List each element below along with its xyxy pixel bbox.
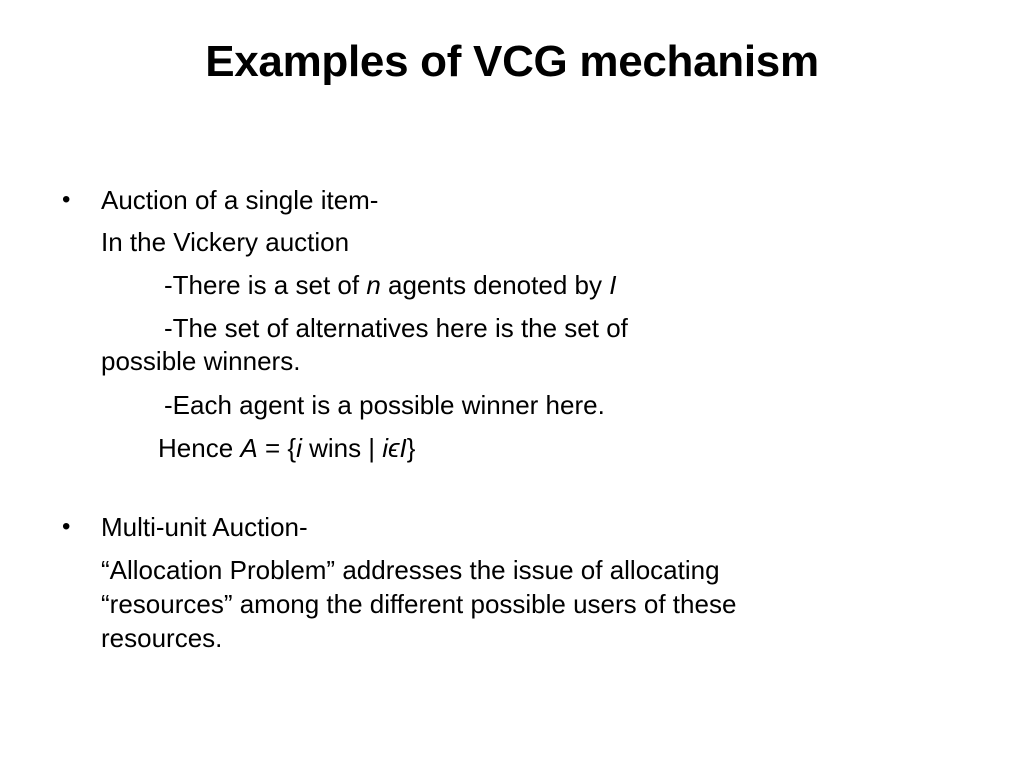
point-winner: -Each agent is a possible winner here. <box>164 390 605 420</box>
point-alternatives-line2: possible winners. <box>101 346 301 376</box>
paragraph-line2: “resources” among the different possible users of these <box>101 589 737 619</box>
bullet-icon: • <box>62 513 71 540</box>
paragraph-line3: resources. <box>101 623 223 653</box>
section-heading: Multi-unit Auction- <box>101 512 308 542</box>
bullet-icon: • <box>62 186 71 213</box>
paragraph-line1: “Allocation Problem” addresses the issue of allocating <box>101 555 720 585</box>
point-agents: -There is a set of n agents denoted by I <box>164 270 617 300</box>
section-heading: Auction of a single item- <box>101 185 379 215</box>
section-subheading: In the Vickery auction <box>101 227 350 257</box>
hence-formula: Hence A = {i wins | iϵI} <box>158 433 416 463</box>
slide-title: Examples of VCG mechanism <box>205 37 819 86</box>
point-alternatives-line1: -The set of alternatives here is the set of <box>164 313 628 343</box>
